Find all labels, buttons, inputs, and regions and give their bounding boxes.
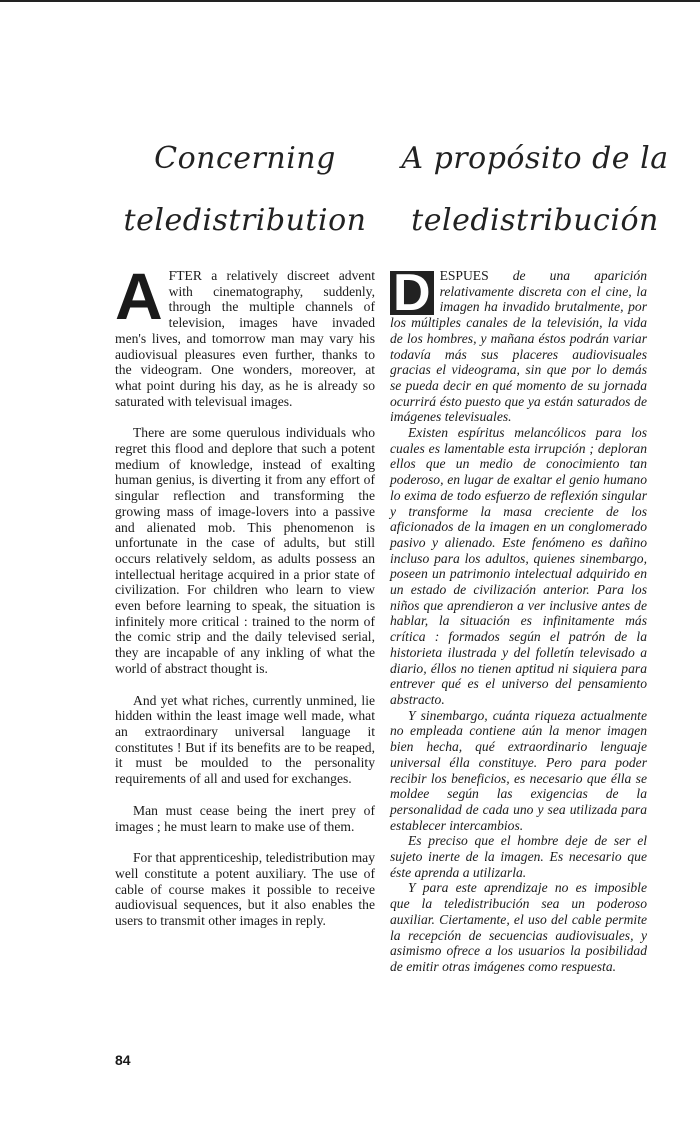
spanish-paragraph-1 — [390, 264, 647, 425]
title-spanish: A propósito de la teledistribución — [401, 141, 669, 238]
english-paragraph-2: There are some querulous individuals who regret this flood and deplore that such a potent medium of knowledge, instead of exalting human genius, is diverting it from any effort of singular reflection and transforming the growing mass of image-lovers into a passive and alienated mob. This phenomenon is unfortunate in the case of adults, but still occurs relatively seldom, as adults possess an intellectual heritage acquired in a prior state of civilization. For children who learn to view even before learning to speak, the situation is infinitely more critical : trained to the norm of the comic strip and the daily televised serial, they are incapable of any inkling of what the world of abstract thought is. — [115, 425, 375, 676]
english-paragraph-3: And yet what riches, currently unmined, lie hidden within the least image well made, what an extraordinary universal language it constitutes ! But if its benefits are to be reaped, it must be moulded to the personality requirements of all and used for exchanges. — [115, 692, 375, 787]
top-rule — [0, 0, 700, 2]
english-dropcap: A — [115, 259, 163, 333]
spanish-paragraph-4: Es preciso que el hombre deje de ser el sujeto inerte de la imagen. Es necesario que éste aprenda a utilizarla. — [390, 833, 647, 880]
spanish-paragraph-3: Y sinembargo, cuánta riqueza actualmente no empleada contiene aún la menor imagen bien hecha, qué extraordinario lenguaje universal élla constituye. Pero para poder recibir los beneficios, es necesario que élla se moldee según las exigencias de la personalidad de cada uno y sea utilizada para establecer intercambios. — [390, 707, 647, 833]
english-lead-word: FTER — [168, 268, 202, 283]
english-paragraph-4: Man must cease being the inert prey of images ; he must learn to make use of them. — [115, 802, 375, 834]
spanish-paragraph-1-text: de una aparición relativamente discreta con el cine, la imagen ha invadido brutalmente, por los múltiples canales de la televisión, la vida de los hombres, y mañana éstos podrán variar todavía más sus placeres audiovisuales gracias el videograma, sin que por lo demás se pueda decir en qué momento de su jornada ocurrirá ésto puesto que ya están saturados de imágenes televisuales. — [390, 268, 647, 425]
spanish-dropcap: D — [390, 271, 434, 315]
english-paragraph-5: For that apprenticeship, teledistribution may well constitute a potent auxiliary. The use of cable of course makes it possible to receive audiovisual sequences, but it also enables the users to transmit other images in reply. — [115, 850, 375, 929]
english-paragraph-1 — [115, 259, 375, 409]
spanish-column — [390, 264, 647, 975]
title-english: Concerning teledistribution — [123, 141, 367, 238]
spanish-lead-word: ESPUES — [439, 268, 489, 283]
page-number: 84 — [115, 1052, 131, 1068]
english-column — [115, 259, 375, 945]
spanish-paragraph-5: Y para este aprendizaje no es imposible que la teledistribución sea un poderoso auxiliar. Ciertamente, el uso del cable permite la recepción de secuencias audiovisuales, y asimismo ofrece a los usuarios la posibilidad de emitir otras imágenes como respuesta. — [390, 880, 647, 974]
english-paragraph-1-text: a relatively discreet advent with cinematography, suddenly, through the multiple channels of television, images have invaded men's lives, and tomorrow man may vary his audiovisual pleasures even further, thanks to the videogram. One wonders, moreover, at what point during his day, as he is already so saturated with televisual images. — [115, 268, 375, 409]
spanish-paragraph-2: Existen espíritus melancólicos para los cuales es lamentable esta irrupción ; deploran ellos que un medio de conocimiento tan poderoso, en lugar de exaltar el genio humano lo exima de todo esfuerzo de reflexión singular y transforme la masa creciente de los aficionados de la imagen en un conglomerado pasivo y alienado. Este fenómeno es dañino incluso para los adultos, quienes sinembargo, poseen un patrimonio intelectual adquirido en un estado de civilización anterior. Para los niños que aprendieron a ver inclusive antes de hablar, la situación es infinitamente más crítica : formados según el patrón de la historieta ilustrada y del folletín televisado a diario, éllos no tienen aptitud ni siquiera para entrever qué es el universo del pensamiento abstracto. — [390, 425, 647, 707]
